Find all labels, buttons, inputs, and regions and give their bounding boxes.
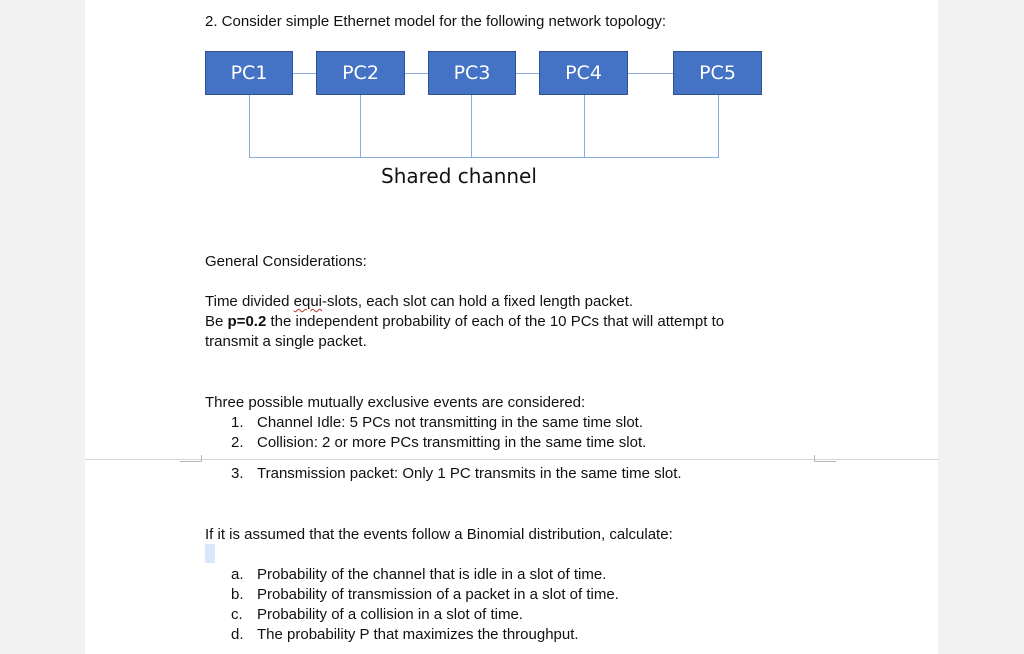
calculate-heading: If it is assumed that the events follow a Binomial distribution, calculate: xyxy=(205,526,673,543)
link-pc1-pc2 xyxy=(292,73,317,74)
pc1-box: PC1 xyxy=(205,51,293,95)
pc3-box: PC3 xyxy=(428,51,516,95)
link-pc4-pc5 xyxy=(627,73,674,74)
event-item: 2. Collision: 2 or more PCs transmitting in the same time slot. xyxy=(231,434,647,451)
drop-pc2 xyxy=(360,95,361,158)
consideration-line-2: Be p=0.2 the independent probability of each of the 10 PCs that will attempt to xyxy=(205,313,725,330)
text-cursor-selection[interactable] xyxy=(205,544,215,563)
consideration-line-1: Time divided equi-slots, each slot can hold a fixed length packet. xyxy=(205,293,634,310)
shared-channel-caption: Shared channel xyxy=(381,164,537,188)
page-break-line xyxy=(85,459,938,460)
probability-value: p=0.2 xyxy=(227,313,267,330)
pc4-box: PC4 xyxy=(539,51,628,95)
misspelled-word: equi xyxy=(293,293,323,310)
considerations-heading: General Considerations: xyxy=(205,253,367,270)
link-pc2-pc3 xyxy=(404,73,429,74)
consideration-line-3: transmit a single packet. xyxy=(205,333,367,350)
event-item: 1. Channel Idle: 5 PCs not transmitting in the same time slot. xyxy=(231,414,644,431)
drop-pc4 xyxy=(584,95,585,158)
left-margin-marker xyxy=(180,455,202,462)
pc2-box: PC2 xyxy=(316,51,405,95)
calculate-item: a. Probability of the channel that is idle in a slot of time. xyxy=(231,566,607,583)
events-heading: Three possible mutually exclusive events are considered: xyxy=(205,394,586,411)
link-pc3-pc4 xyxy=(515,73,540,74)
right-margin-marker xyxy=(814,455,836,462)
drop-pc1 xyxy=(249,95,250,158)
pc5-box: PC5 xyxy=(673,51,762,95)
event-item: 3. Transmission packet: Only 1 PC transmits in the same time slot. xyxy=(231,465,682,482)
drop-pc3 xyxy=(471,95,472,158)
shared-bus-line xyxy=(249,157,719,158)
calculate-item: d. The probability P that maximizes the throughput. xyxy=(231,626,579,643)
drop-pc5 xyxy=(718,95,719,158)
question-title: 2. Consider simple Ethernet model for the following network topology: xyxy=(205,13,667,30)
calculate-item: b. Probability of transmission of a packet in a slot of time. xyxy=(231,586,619,603)
calculate-item: c. Probability of a collision in a slot of time. xyxy=(231,606,523,623)
